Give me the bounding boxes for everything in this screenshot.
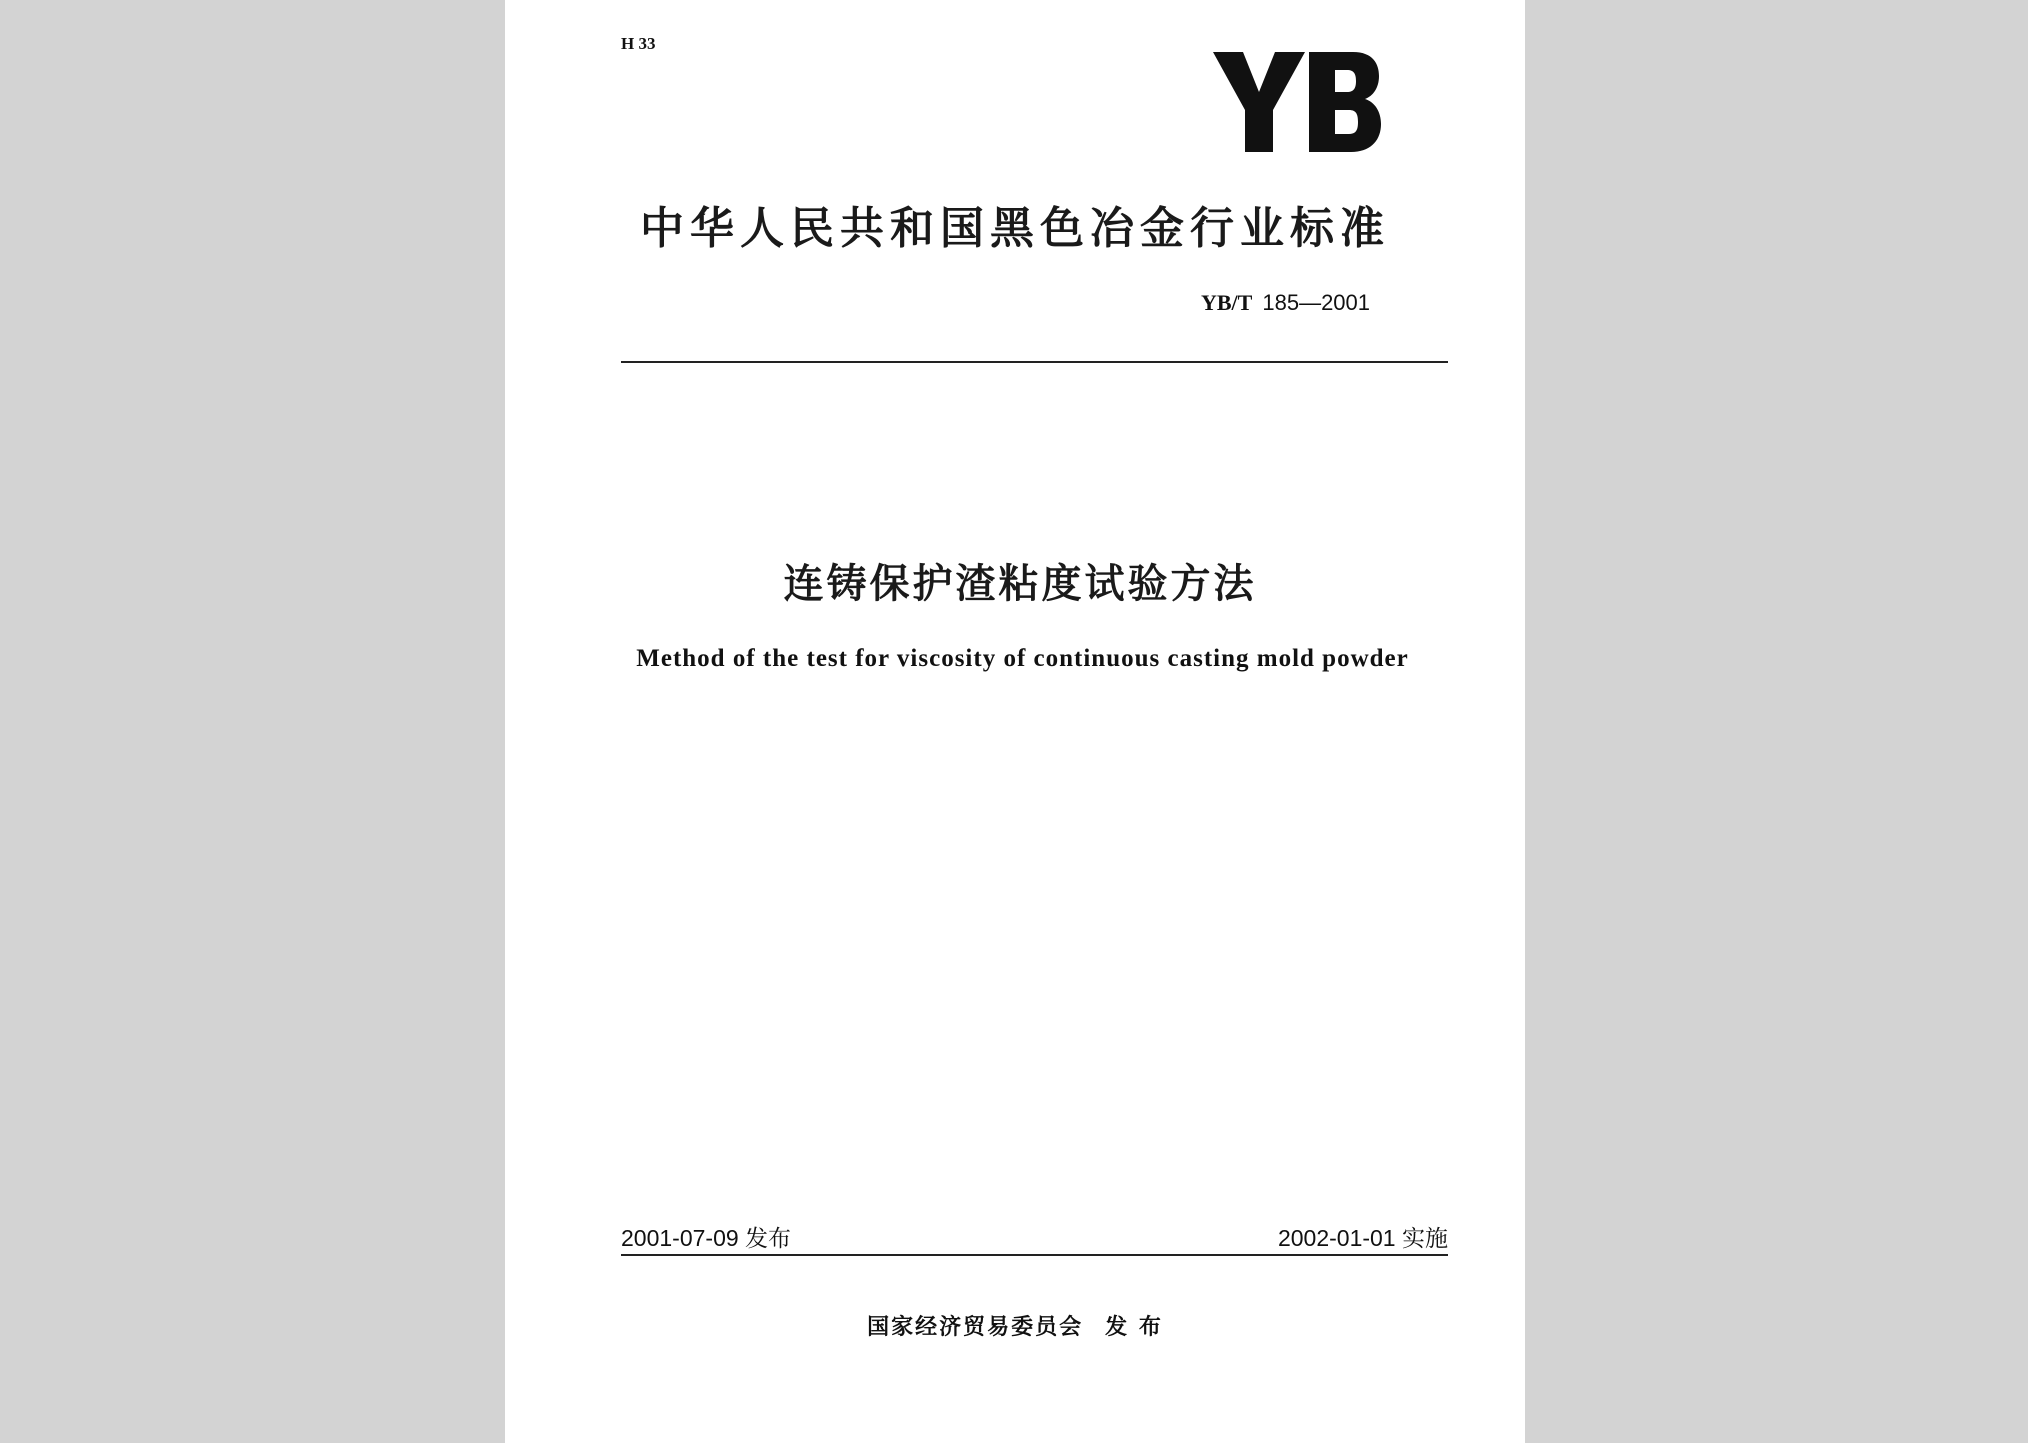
publisher-name: 国家经济贸易委员会 bbox=[867, 1315, 1084, 1340]
standard-number-value: 185—2001 bbox=[1262, 290, 1371, 315]
header-divider bbox=[621, 361, 1448, 363]
publisher-line bbox=[505, 1310, 1525, 1341]
standard-title: 中华人民共和国黑色冶金行业标准 bbox=[640, 203, 1390, 254]
document-page bbox=[505, 0, 1525, 1443]
effective-date: 2002-01-01 实施 bbox=[1277, 1225, 1448, 1251]
yb-logo bbox=[1213, 52, 1381, 152]
issue-date: 2001-07-09 发布 bbox=[621, 1225, 792, 1251]
footer-divider bbox=[621, 1254, 1448, 1256]
document-title-english: Method of the test for viscosity of continuous casting mold powder bbox=[636, 645, 1409, 672]
document-title-chinese: 连铸保护渣粘度试验方法 bbox=[783, 561, 1257, 607]
standard-number bbox=[1201, 290, 1370, 316]
classification-code: H 33 bbox=[621, 34, 656, 53]
publish-label: 发 布 bbox=[1105, 1315, 1163, 1340]
standard-number-prefix: YB/T bbox=[1201, 290, 1253, 315]
